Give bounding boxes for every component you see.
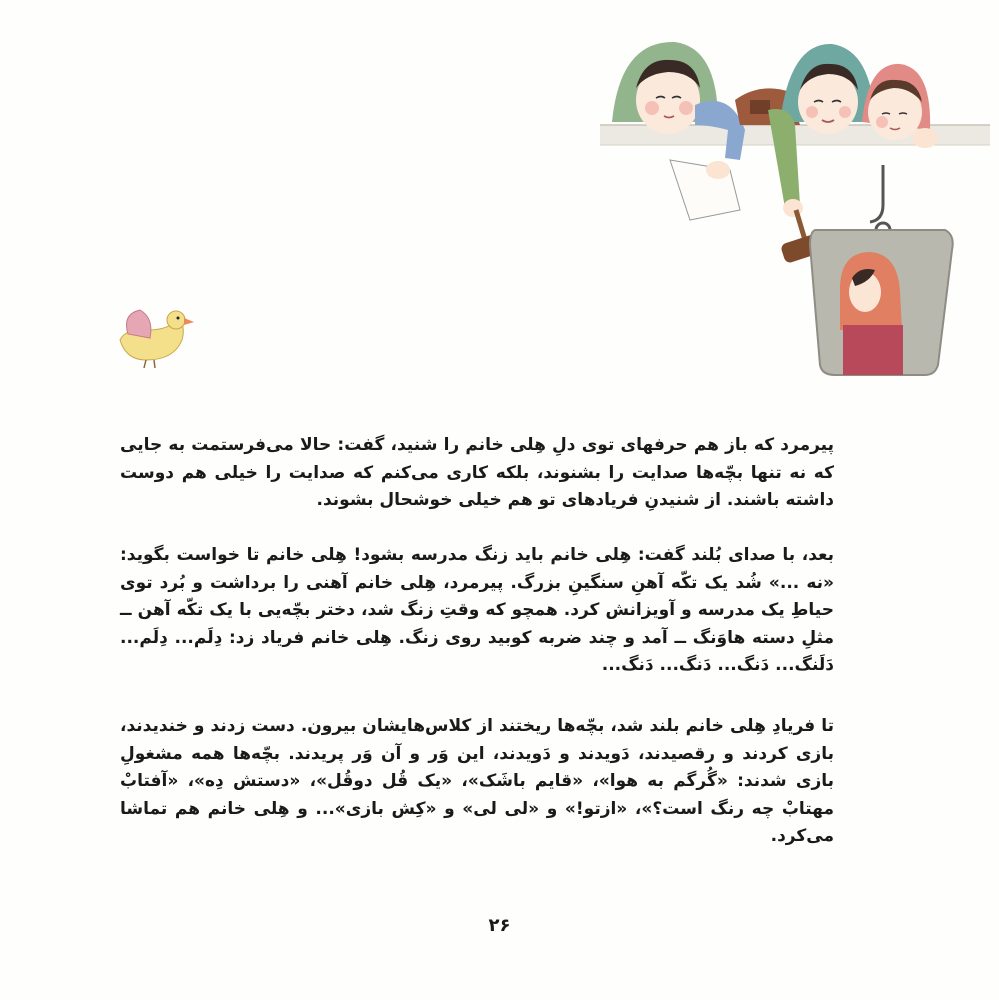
story-paragraph: پیرمرد که باز هم حرفهای توی دلِ هِلی خانم را شنید، گفت: حالا می‌فرستمت به جایی که نه تنها بچّه‌ها صدایت را بشنوند، بلکه کاری می‌کنم که صدایت را خیلی هم دوست داشته باشند. از شنیدنِ فریادهای تو هم خیلی خوشحال بشوند. [120, 435, 834, 510]
children-with-school-bell-illustration [600, 30, 990, 385]
story-paragraph: بعد، با صدای بُلند گفت: هِلی خانم باید زنگ مدرسه بشود! هِلی خانم تا خواست بگوید: «نه ...» شُد یک تکّه آهنِ سنگینِ بزرگ. پیرمرد، هِلی خانم آهنی را برداشت و بُرد توی حیاطِ یک مدرسه و آویزانش کرد. همچو که وقتِ زنگ شد، دختر بچّه‌یی با یک تکّه آهن ــ مثلِ دسته هاوَنگ ــ آمد و چند ضربه کوبید روی زنگ. هِلی خانم فریاد زد: دِلَم... دِلَم... دَلَنگ... دَنگ... دَنگ... دَنگ... [120, 545, 834, 675]
bird-illustration [108, 300, 198, 370]
page-number: ۲۶ [488, 915, 511, 936]
story-paragraph: تا فریادِ هِلی خانم بلند شد، بچّه‌ها ریختند از کلاس‌هایشان بیرون. دست زدند و خندیدند، بازی کردند و رقصیدند، دَویدند و دَویدند، این وَر و آن وَر پریدند. بچّه‌ها همه مشغولِ بازی شدند: «گُرگم به هوا»، «قایم باشَک»، «یک قُل دوقُل»، «دستش دِه»، «آفتابْ مهتابْ چه رنگ است؟»، «ازتو!» و «لی لی» و «کِش بازی»... و هِلی خانم هم تماشا می‌کرد. [120, 716, 834, 846]
